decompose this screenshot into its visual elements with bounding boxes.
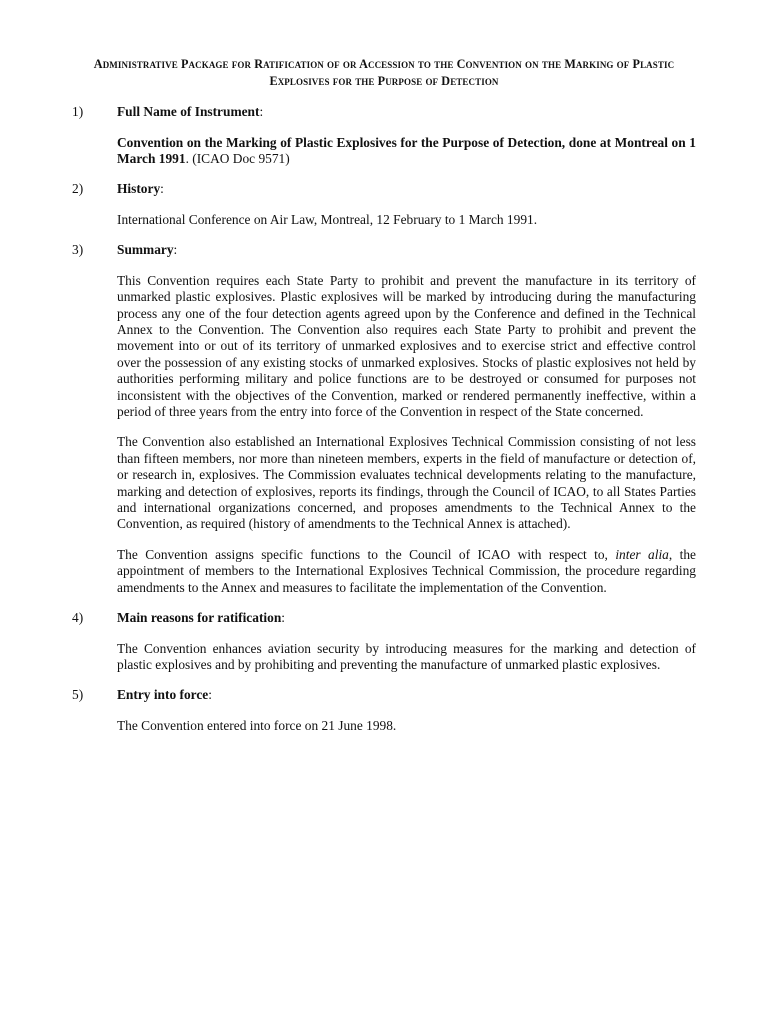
instrument-reference: . (ICAO Doc 9571) xyxy=(185,150,290,166)
section-full-name xyxy=(72,104,696,167)
instrument-name: Convention on the Marking of Plastic Explosives for the Purpose of Detection, done at Montreal on 1 March 1991 xyxy=(117,134,696,166)
heading-colon: : xyxy=(160,181,164,197)
section-heading-text: Full Name of Instrument xyxy=(117,104,260,119)
section-heading xyxy=(117,104,696,121)
section-heading-text: History xyxy=(117,181,161,197)
section-body xyxy=(117,104,696,167)
section-summary xyxy=(72,242,696,596)
section-number: 2) xyxy=(72,181,84,197)
heading-colon: : xyxy=(173,242,178,258)
summary-paragraph-3-start: The Convention assigns specific functions to the Council of ICAO with respect to, xyxy=(117,546,616,562)
section-heading xyxy=(117,242,696,259)
section-heading xyxy=(117,610,696,627)
heading-colon: : xyxy=(259,104,264,119)
section-body xyxy=(117,687,696,734)
history-paragraph: International Conference on Air Law, Montreal, 12 February to 1 March 1991. xyxy=(117,211,538,227)
summary-paragraph-2: The Convention also established an International Explosives Technical Commission consisting of not less than fifteen members, nor more than nineteen members, experts in the field of manufacture or detection of, or research in, explosives. The Commission evaluates technical developments relating to the manufacture, marking and detection of explosives, reports its findings, through the Council of ICAO, to all States Parties and international organizations concerned, and proposes amendments to the Technical Annex to the Convention, as required (history of amendments to the Technical Annex is attached). xyxy=(117,434,696,532)
heading-colon: : xyxy=(208,687,212,703)
section-number: 5) xyxy=(72,687,84,703)
section-number: 4) xyxy=(72,610,84,626)
section-heading-text: Summary xyxy=(117,242,174,258)
summary-paragraph-3-end: , the appointment of members to the International Explosives Technical Commission, the procedure regarding amendments to the Annex and measures to facilitate the implementation of the Convention. xyxy=(117,546,696,595)
entry-into-force-paragraph: The Convention entered into force on 21 June 1998. xyxy=(117,717,397,733)
summary-paragraph-3 xyxy=(117,547,696,596)
section-body xyxy=(117,242,696,596)
section-reasons xyxy=(72,610,696,673)
section-history xyxy=(72,181,696,228)
section-body xyxy=(117,181,696,228)
section-number: 3) xyxy=(72,242,84,258)
section-heading-text: Entry into force xyxy=(117,687,209,703)
section-entry-into-force xyxy=(72,687,696,734)
section-heading xyxy=(117,687,696,704)
heading-colon: : xyxy=(281,610,285,626)
inter-alia-text: inter alia xyxy=(615,546,669,562)
section-heading xyxy=(117,181,696,198)
instrument-name-paragraph xyxy=(117,135,696,168)
reasons-paragraph: The Convention enhances aviation security by introducing measures for the marking and detection of plastic explosives and by prohibiting and preventing the manufacture of unmarked plastic explosives. xyxy=(117,640,696,672)
section-body xyxy=(117,610,696,673)
section-number: 1) xyxy=(72,104,84,119)
section-heading-text: Main reasons for ratification xyxy=(117,610,282,626)
summary-paragraph-1: This Convention requires each State Party to prohibit and prevent the manufacture in its territory of unmarked plastic explosives. Plastic explosives will be marked by introducing during the manufacturing process any one of the four detection agents agreed upon by the Conference and defined in the Technical Annex to the Convention. The Convention also requires each State Party to prohibit and prevent the movement into or out of its territory of unmarked explosives and to exercise strict and effective control over the possession of any existing stocks of unmarked explosives. Stocks of plastic explosives not held by authorities performing military and police functions are to be destroyed or consumed for purposes not inconsistent with the objectives of the Convention, marked or rendered permanently ineffective, within a period of three years from the entry into force of the Convention in respect of the State concerned. xyxy=(117,272,696,419)
document-title: Administrative Package for Ratification of or Accession to the Convention on the Marking of Plastic Explosives for the Purpose of Detection xyxy=(93,57,675,88)
